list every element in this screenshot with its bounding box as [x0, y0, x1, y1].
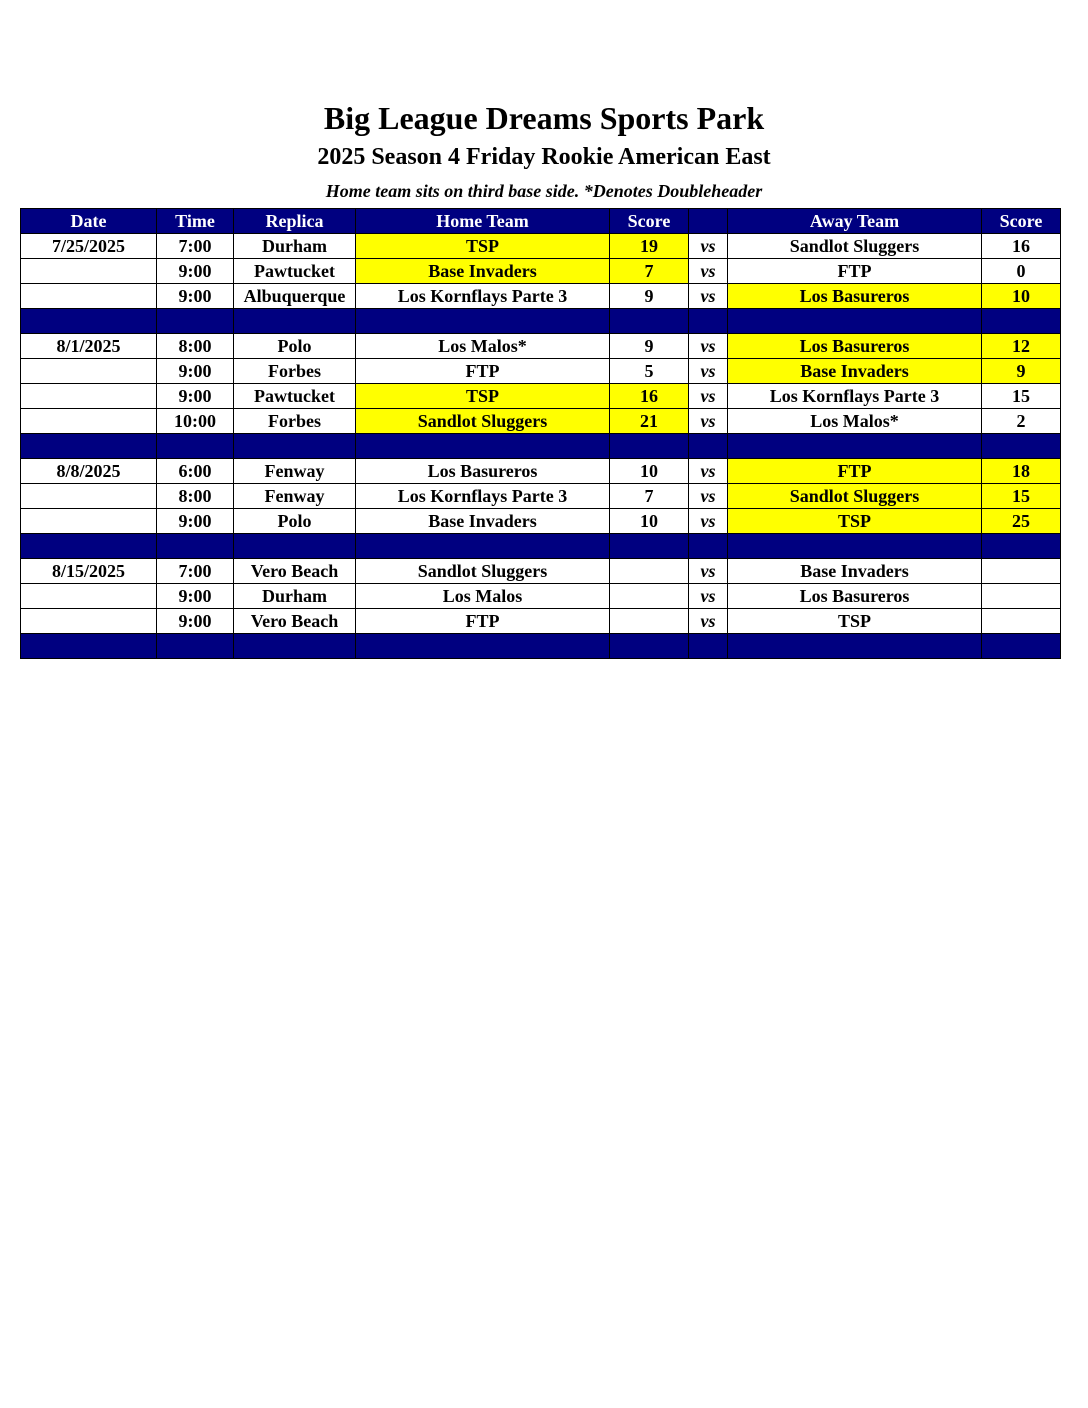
table-row — [21, 609, 1061, 634]
cell-home-team: TSP — [356, 234, 610, 259]
cell-away-team: FTP — [728, 259, 982, 284]
table-row — [21, 509, 1061, 534]
cell-replica: Fenway — [234, 459, 356, 484]
cell-time: 7:00 — [157, 234, 234, 259]
separator-cell — [234, 434, 356, 459]
cell-home-score: 5 — [610, 359, 689, 384]
cell-replica: Forbes — [234, 359, 356, 384]
cell-vs: vs — [689, 284, 728, 309]
cell-date — [21, 384, 157, 409]
cell-home-team: Sandlot Sluggers — [356, 409, 610, 434]
cell-home-team: FTP — [356, 359, 610, 384]
separator-cell — [689, 434, 728, 459]
separator-cell — [982, 309, 1061, 334]
separator-cell — [689, 534, 728, 559]
table-row — [21, 384, 1061, 409]
table-row — [21, 459, 1061, 484]
cell-away-team: Base Invaders — [728, 359, 982, 384]
cell-away-score: 10 — [982, 284, 1061, 309]
cell-vs: vs — [689, 584, 728, 609]
cell-replica: Pawtucket — [234, 384, 356, 409]
cell-away-score: 0 — [982, 259, 1061, 284]
separator-cell — [610, 309, 689, 334]
week-separator-row — [21, 634, 1061, 659]
cell-time: 9:00 — [157, 509, 234, 534]
separator-cell — [356, 434, 610, 459]
cell-time: 8:00 — [157, 484, 234, 509]
cell-vs: vs — [689, 609, 728, 634]
cell-home-team: Los Kornflays Parte 3 — [356, 484, 610, 509]
separator-cell — [157, 634, 234, 659]
cell-time: 9:00 — [157, 284, 234, 309]
cell-date — [21, 359, 157, 384]
separator-cell — [234, 534, 356, 559]
cell-away-score: 2 — [982, 409, 1061, 434]
cell-date: 7/25/2025 — [21, 234, 157, 259]
cell-time: 9:00 — [157, 384, 234, 409]
cell-home-team: FTP — [356, 609, 610, 634]
cell-home-team: Base Invaders — [356, 259, 610, 284]
cell-home-score — [610, 559, 689, 584]
cell-home-team: Los Malos* — [356, 334, 610, 359]
cell-date: 8/15/2025 — [21, 559, 157, 584]
separator-cell — [234, 309, 356, 334]
cell-replica: Forbes — [234, 409, 356, 434]
cell-time: 6:00 — [157, 459, 234, 484]
separator-cell — [610, 634, 689, 659]
cell-time: 9:00 — [157, 359, 234, 384]
cell-away-team: Los Basureros — [728, 284, 982, 309]
cell-home-score: 10 — [610, 509, 689, 534]
cell-date — [21, 484, 157, 509]
cell-date — [21, 509, 157, 534]
cell-home-team: Los Kornflays Parte 3 — [356, 284, 610, 309]
cell-replica: Durham — [234, 234, 356, 259]
table-row — [21, 584, 1061, 609]
cell-replica: Vero Beach — [234, 559, 356, 584]
separator-cell — [234, 634, 356, 659]
cell-vs: vs — [689, 359, 728, 384]
cell-time: 9:00 — [157, 259, 234, 284]
cell-vs: vs — [689, 459, 728, 484]
table-row — [21, 409, 1061, 434]
cell-replica: Albuquerque — [234, 284, 356, 309]
cell-home-score: 7 — [610, 484, 689, 509]
cell-home-score: 21 — [610, 409, 689, 434]
cell-home-team: Los Basureros — [356, 459, 610, 484]
cell-home-score — [610, 584, 689, 609]
cell-date — [21, 609, 157, 634]
table-row — [21, 484, 1061, 509]
cell-home-score: 9 — [610, 284, 689, 309]
cell-away-score: 18 — [982, 459, 1061, 484]
col-header-home-score: Score — [610, 209, 689, 234]
separator-cell — [728, 434, 982, 459]
separator-cell — [728, 534, 982, 559]
cell-away-score: 16 — [982, 234, 1061, 259]
schedule-note: Home team sits on third base side. *Denotes Doubleheader — [325, 181, 763, 201]
separator-cell — [157, 534, 234, 559]
cell-vs: vs — [689, 234, 728, 259]
table-row — [21, 559, 1061, 584]
cell-time: 9:00 — [157, 609, 234, 634]
cell-away-team: Los Kornflays Parte 3 — [728, 384, 982, 409]
cell-away-team: FTP — [728, 459, 982, 484]
cell-time: 9:00 — [157, 584, 234, 609]
col-header-home-team: Home Team — [356, 209, 610, 234]
cell-home-team: Base Invaders — [356, 509, 610, 534]
separator-cell — [356, 534, 610, 559]
separator-cell — [728, 634, 982, 659]
cell-replica: Durham — [234, 584, 356, 609]
cell-home-score: 19 — [610, 234, 689, 259]
cell-away-team: Base Invaders — [728, 559, 982, 584]
cell-home-score: 16 — [610, 384, 689, 409]
cell-away-score: 25 — [982, 509, 1061, 534]
col-header-time: Time — [157, 209, 234, 234]
cell-replica: Polo — [234, 509, 356, 534]
separator-cell — [21, 309, 157, 334]
table-header-row — [21, 209, 1061, 234]
separator-cell — [610, 534, 689, 559]
cell-replica: Polo — [234, 334, 356, 359]
cell-vs: vs — [689, 409, 728, 434]
cell-home-team: Sandlot Sluggers — [356, 559, 610, 584]
cell-away-score — [982, 559, 1061, 584]
cell-home-team: TSP — [356, 384, 610, 409]
page-title: Big League Dreams Sports Park — [323, 100, 765, 136]
cell-away-score: 15 — [982, 484, 1061, 509]
cell-time: 8:00 — [157, 334, 234, 359]
separator-cell — [21, 634, 157, 659]
table-row — [21, 359, 1061, 384]
cell-away-team: Los Basureros — [728, 334, 982, 359]
cell-vs: vs — [689, 484, 728, 509]
cell-replica: Fenway — [234, 484, 356, 509]
cell-time: 10:00 — [157, 409, 234, 434]
separator-cell — [982, 534, 1061, 559]
cell-home-score: 9 — [610, 334, 689, 359]
page-subtitle: 2025 Season 4 Friday Rookie American East — [317, 144, 771, 170]
cell-date: 8/8/2025 — [21, 459, 157, 484]
col-header-date: Date — [21, 209, 157, 234]
cell-home-score: 7 — [610, 259, 689, 284]
cell-away-score: 15 — [982, 384, 1061, 409]
separator-cell — [689, 634, 728, 659]
col-header-away-team: Away Team — [728, 209, 982, 234]
separator-cell — [356, 634, 610, 659]
col-header-away-score: Score — [982, 209, 1061, 234]
cell-replica: Pawtucket — [234, 259, 356, 284]
cell-away-team: Sandlot Sluggers — [728, 234, 982, 259]
col-header-replica: Replica — [234, 209, 356, 234]
cell-away-team: Sandlot Sluggers — [728, 484, 982, 509]
separator-cell — [356, 309, 610, 334]
cell-vs: vs — [689, 384, 728, 409]
cell-away-team: Los Malos* — [728, 409, 982, 434]
separator-cell — [157, 309, 234, 334]
separator-cell — [21, 534, 157, 559]
cell-time: 7:00 — [157, 559, 234, 584]
cell-away-team: Los Basureros — [728, 584, 982, 609]
cell-away-team: TSP — [728, 509, 982, 534]
table-row — [21, 334, 1061, 359]
schedule-body — [21, 234, 1061, 659]
cell-vs: vs — [689, 559, 728, 584]
cell-date — [21, 259, 157, 284]
cell-replica: Vero Beach — [234, 609, 356, 634]
cell-home-score: 10 — [610, 459, 689, 484]
table-row — [21, 284, 1061, 309]
separator-cell — [689, 309, 728, 334]
separator-cell — [610, 434, 689, 459]
cell-vs: vs — [689, 259, 728, 284]
cell-away-score — [982, 609, 1061, 634]
cell-date — [21, 584, 157, 609]
cell-date: 8/1/2025 — [21, 334, 157, 359]
table-row — [21, 259, 1061, 284]
separator-cell — [982, 634, 1061, 659]
cell-vs: vs — [689, 509, 728, 534]
cell-date — [21, 284, 157, 309]
cell-date — [21, 409, 157, 434]
col-header-vs — [689, 209, 728, 234]
cell-home-score — [610, 609, 689, 634]
separator-cell — [157, 434, 234, 459]
cell-home-team: Los Malos — [356, 584, 610, 609]
week-separator-row — [21, 309, 1061, 334]
schedule-table — [20, 208, 1061, 659]
cell-away-team: TSP — [728, 609, 982, 634]
cell-vs: vs — [689, 334, 728, 359]
week-separator-row — [21, 534, 1061, 559]
week-separator-row — [21, 434, 1061, 459]
separator-cell — [21, 434, 157, 459]
cell-away-score — [982, 584, 1061, 609]
table-row — [21, 234, 1061, 259]
separator-cell — [982, 434, 1061, 459]
cell-away-score: 9 — [982, 359, 1061, 384]
cell-away-score: 12 — [982, 334, 1061, 359]
separator-cell — [728, 309, 982, 334]
